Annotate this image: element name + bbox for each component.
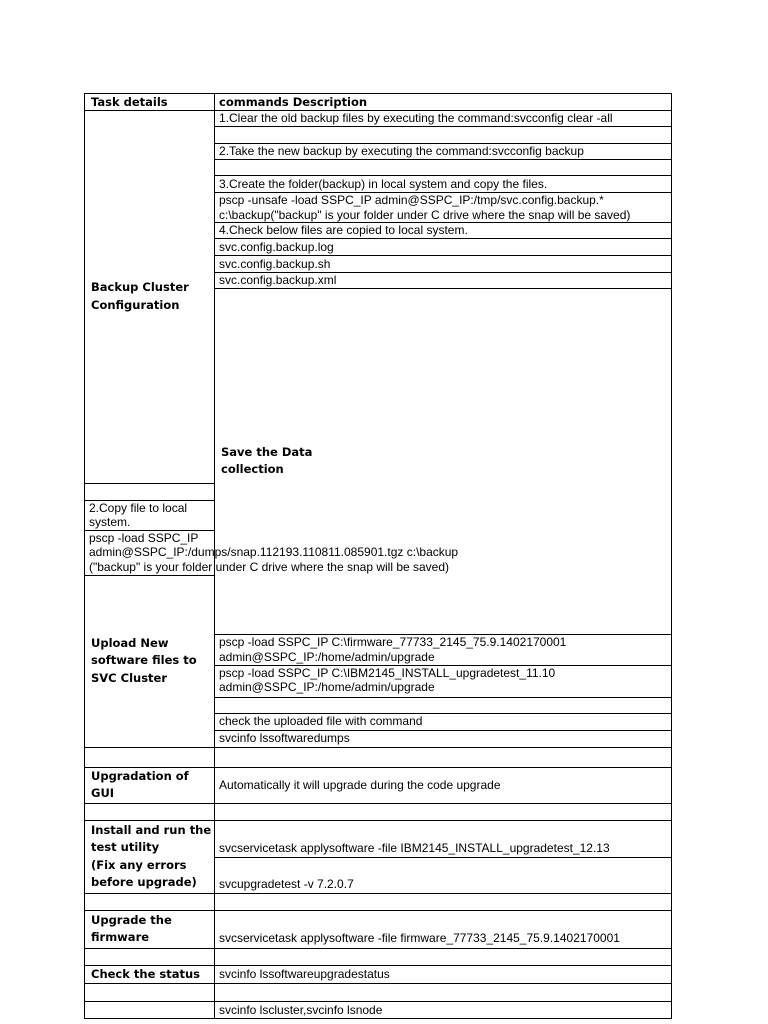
upload-check: check the uploaded file with command (215, 713, 672, 730)
table-row (85, 747, 672, 767)
task-install-test-utility: Install and run the test utility (Fix any errors before upgrade) (85, 820, 215, 893)
backup-pscp: pscp -unsafe -load SSPC_IP admin@SSPC_IP:/tmp/svc.config.backup.* c:\backup("backup" is your folder under C drive where the snap will be saved) (215, 193, 672, 223)
backup-step2: 2.Take the new backup by executing the command:svcconfig backup (215, 144, 672, 160)
upload-lssoftwaredumps: svcinfo lssoftwaredumps (215, 730, 672, 747)
table-row (85, 965, 672, 984)
test-utility-apply: svcservicetask applysoftware -file IBM2145_INSTALL_upgradetest_12.13 (215, 820, 672, 857)
status-lscluster-lsnode: svcinfo lscluster,svcinfo lsnode (215, 1002, 672, 1019)
task-upgradation-gui: Upgradation of GUI (85, 767, 215, 803)
task-upgrade-firmware: Upgrade the firmware (85, 910, 215, 948)
collection-pscp: pscp -load SSPC_IP admin@SSPC_IP:/dumps/snap.112193.110811.085901.tgz c:\backup ("backup" is your folder under C drive where the snap will be saved) (85, 530, 215, 575)
gui-description: Automatically it will upgrade during the code upgrade (215, 767, 672, 803)
table-header-row (85, 94, 672, 111)
test-utility-run: svcupgradetest -v 7.2.0.7 (215, 857, 672, 893)
table-row (85, 820, 672, 857)
firmware-apply: svcservicetask applysoftware -file firmware_77733_2145_75.9.1402170001 (215, 910, 672, 948)
table-row (85, 767, 672, 803)
collection-step2: 2.Copy file to local system. (85, 500, 215, 530)
table-row (85, 893, 672, 910)
task-table (84, 93, 672, 1019)
header-commands-description: commands Description (215, 94, 672, 111)
task-save-data-collection: Save the Data collection (215, 289, 672, 635)
task-check-status: Check the status (85, 965, 215, 984)
header-task-details: Task details (85, 94, 215, 111)
backup-step4: 4.Check below files are copied to local system. (215, 223, 672, 239)
upload-pscp-testutility: pscp -load SSPC_IP C:\IBM2145_INSTALL_upgradetest_11.10 admin@SSPC_IP:/home/admin/upgrade (215, 665, 672, 697)
table-row (85, 1002, 672, 1019)
status-upgradestatus: svcinfo lssoftwareupgradestatus (215, 965, 672, 984)
table-row (85, 948, 672, 965)
task-backup-cluster: Backup Cluster Configuration (85, 111, 215, 484)
backup-step3: 3.Create the folder(backup) in local system and copy the files. (215, 176, 672, 193)
table-row (85, 910, 672, 948)
backup-file-log: svc.config.backup.log (215, 239, 672, 256)
upload-pscp-firmware: pscp -load SSPC_IP C:\firmware_77733_2145_75.9.1402170001 admin@SSPC_IP:/home/admin/upgrade (215, 634, 672, 665)
table-row (85, 111, 672, 127)
backup-file-sh: svc.config.backup.sh (215, 256, 672, 273)
table-row (85, 984, 672, 1002)
backup-step1: 1.Clear the old backup files by executing the command:svcconfig clear -all (215, 111, 672, 127)
table-row (85, 803, 672, 820)
backup-file-xml: svc.config.backup.xml (215, 273, 672, 289)
task-upload-software: Upload New software files to SVC Cluster (85, 575, 215, 747)
